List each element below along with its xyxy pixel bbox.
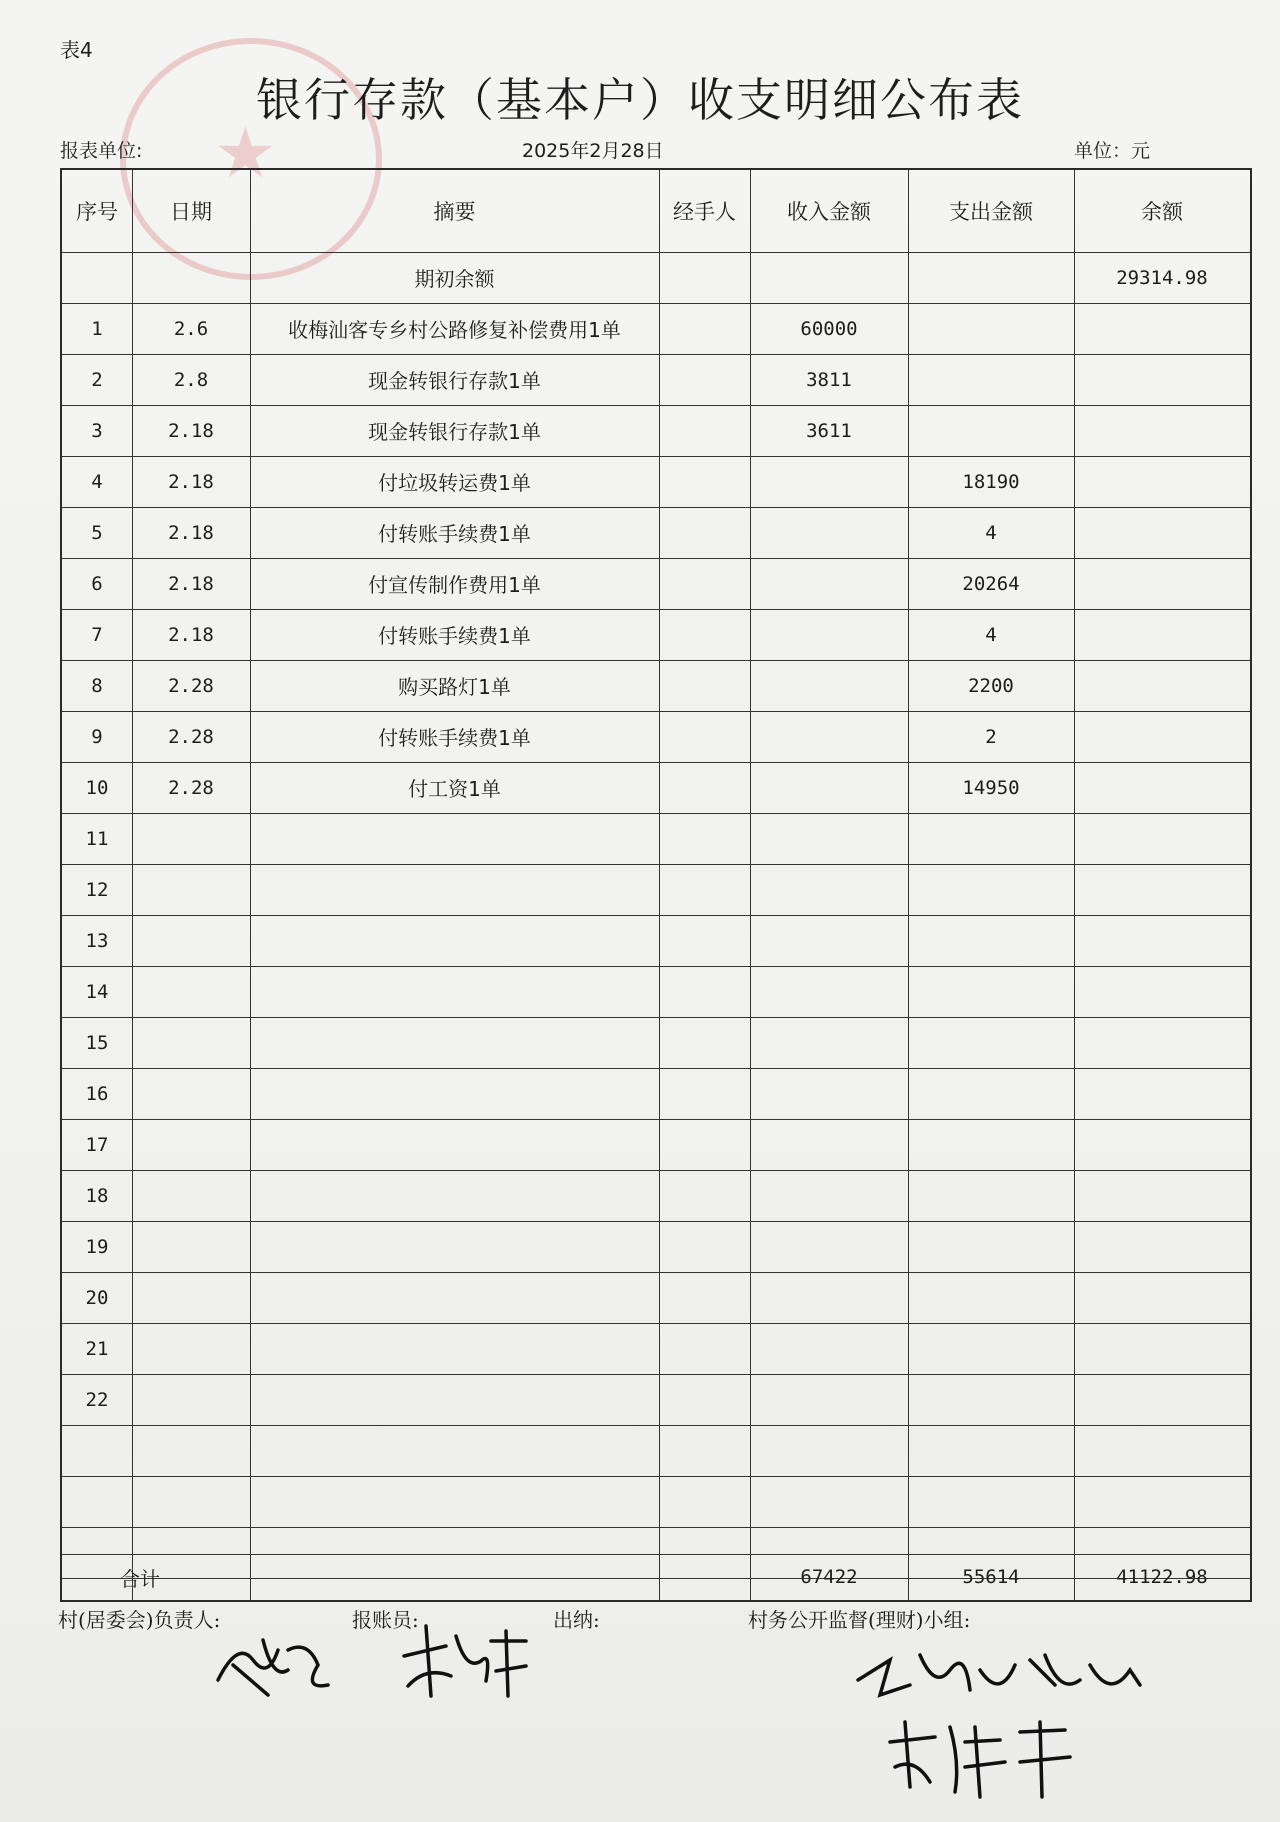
form-number: 表4: [60, 38, 93, 62]
table-cell-expense: 4: [985, 521, 997, 544]
table-cell-date: 2.18: [168, 572, 214, 595]
table-cell-date: 2.6: [173, 317, 209, 340]
table-cell-expense: 2: [985, 725, 997, 748]
row-divider: [62, 864, 1250, 865]
table-cell-summary: 付工资1单: [408, 777, 501, 801]
column-divider: [1074, 170, 1075, 1600]
table-cell-no: 10: [85, 776, 109, 799]
row-divider: [62, 1068, 1250, 1069]
table-cell-date: 2.28: [168, 725, 214, 748]
table-cell-date: 2.28: [168, 674, 214, 697]
table-cell-expense: 20264: [962, 572, 1020, 595]
row-divider: [62, 1119, 1250, 1120]
table-cell-no: 2: [91, 368, 103, 391]
currency-unit: 单位：元: [1074, 140, 1151, 162]
supervision-signature-1: [850, 1640, 1150, 1710]
table-cell-date: 2.18: [168, 419, 214, 442]
table-cell-income: 3811: [806, 368, 852, 391]
table-cell-no: 20: [85, 1286, 109, 1309]
row-divider: [62, 1374, 1250, 1375]
col-header-date: 日期: [170, 200, 212, 224]
row-divider: [62, 915, 1250, 916]
table-cell-expense: 18190: [962, 470, 1020, 493]
table-cell-no: 13: [85, 929, 109, 952]
supervision-label: 村务公开监督(理财)小组:: [748, 1608, 971, 1632]
reporting-unit-label: 报表单位:: [60, 140, 143, 162]
page-title: 银行存款（基本户）收支明细公布表: [256, 73, 1024, 127]
table-cell-no: 7: [91, 623, 103, 646]
row-divider: [62, 966, 1250, 967]
table-cell-no: 4: [91, 470, 103, 493]
table-cell-summary: 现金转银行存款1单: [368, 420, 541, 444]
total-income: 67422: [800, 1566, 858, 1588]
table-cell-no: 19: [85, 1235, 109, 1258]
report-date: 2025年2月28日: [522, 140, 664, 162]
table-cell-no: 6: [91, 572, 103, 595]
table-cell-expense: 4: [985, 623, 997, 646]
column-divider: [908, 170, 909, 1600]
col-header-balance: 余额: [1141, 200, 1183, 224]
table-cell-no: 5: [91, 521, 103, 544]
table-cell-date: 2.28: [168, 776, 214, 799]
column-divider: [659, 170, 660, 1600]
col-header-no: 序号: [76, 200, 118, 224]
leader-signature: [208, 1620, 338, 1710]
table-cell-no: 17: [85, 1133, 109, 1156]
table-cell-no: 8: [91, 674, 103, 697]
col-header-income: 收入金额: [787, 200, 871, 224]
table-cell-date: 2.18: [168, 623, 214, 646]
table-cell-no: 14: [85, 980, 109, 1003]
table-cell-income: 3611: [806, 419, 852, 442]
row-divider: [62, 1527, 1250, 1528]
seal-star-icon: ★: [214, 112, 277, 194]
table-cell-summary: 付转账手续费1单: [378, 726, 531, 750]
col-header-expense: 支出金额: [949, 200, 1033, 224]
row-divider: [62, 1170, 1250, 1171]
table-cell-no: 3: [91, 419, 103, 442]
row-divider: [62, 813, 1250, 814]
opening-balance-value: 29314.98: [1116, 266, 1208, 289]
row-divider: [62, 1017, 1250, 1018]
table-cell-no: 22: [85, 1388, 109, 1411]
table-cell-expense: 2200: [968, 674, 1014, 697]
table-cell-no: 1: [91, 317, 103, 340]
table-cell-summary: 现金转银行存款1单: [368, 369, 541, 393]
table-cell-no: 9: [91, 725, 103, 748]
total-balance: 41122.98: [1116, 1566, 1208, 1588]
supervision-signature-2: [880, 1712, 1080, 1802]
leader-label: 村(居委会)负责人:: [58, 1608, 221, 1632]
table-cell-no: 18: [85, 1184, 109, 1207]
table-cell-no: 16: [85, 1082, 109, 1105]
row-divider: [62, 1425, 1250, 1426]
table-cell-date: 2.18: [168, 470, 214, 493]
row-divider: [62, 1476, 1250, 1477]
table-cell-summary: 付垃圾转运费1单: [378, 471, 531, 495]
table-cell-summary: 付转账手续费1单: [378, 522, 531, 546]
col-header-summary: 摘要: [433, 200, 476, 224]
table-cell-date: 2.18: [168, 521, 214, 544]
row-divider: [62, 1323, 1250, 1324]
table-cell-no: 21: [85, 1337, 109, 1360]
accountant-label: 报账员:: [352, 1608, 419, 1632]
table-cell-income: 60000: [800, 317, 858, 340]
table-cell-expense: 14950: [962, 776, 1020, 799]
row-divider: [62, 1221, 1250, 1222]
cashier-label: 出纳:: [553, 1608, 600, 1632]
total-expense: 55614: [962, 1566, 1020, 1588]
total-label: 合计: [120, 1566, 160, 1591]
table-cell-summary: 付宣传制作费用1单: [368, 573, 541, 597]
row-divider: [62, 1272, 1250, 1273]
table-cell-date: 2.8: [173, 368, 209, 391]
table-cell-no: 15: [85, 1031, 109, 1054]
table-cell-summary: 付转账手续费1单: [378, 624, 531, 648]
table-cell-summary: 收梅汕客专乡村公路修复补偿费用1单: [288, 318, 621, 342]
table-cell-no: 12: [85, 878, 109, 901]
ledger-table: [60, 168, 1252, 1602]
table-cell-summary: 购买路灯1单: [398, 675, 511, 699]
opening-balance-label: 期初余额: [414, 267, 495, 291]
table-cell-no: 11: [85, 827, 109, 850]
col-header-handler: 经手人: [673, 200, 736, 224]
